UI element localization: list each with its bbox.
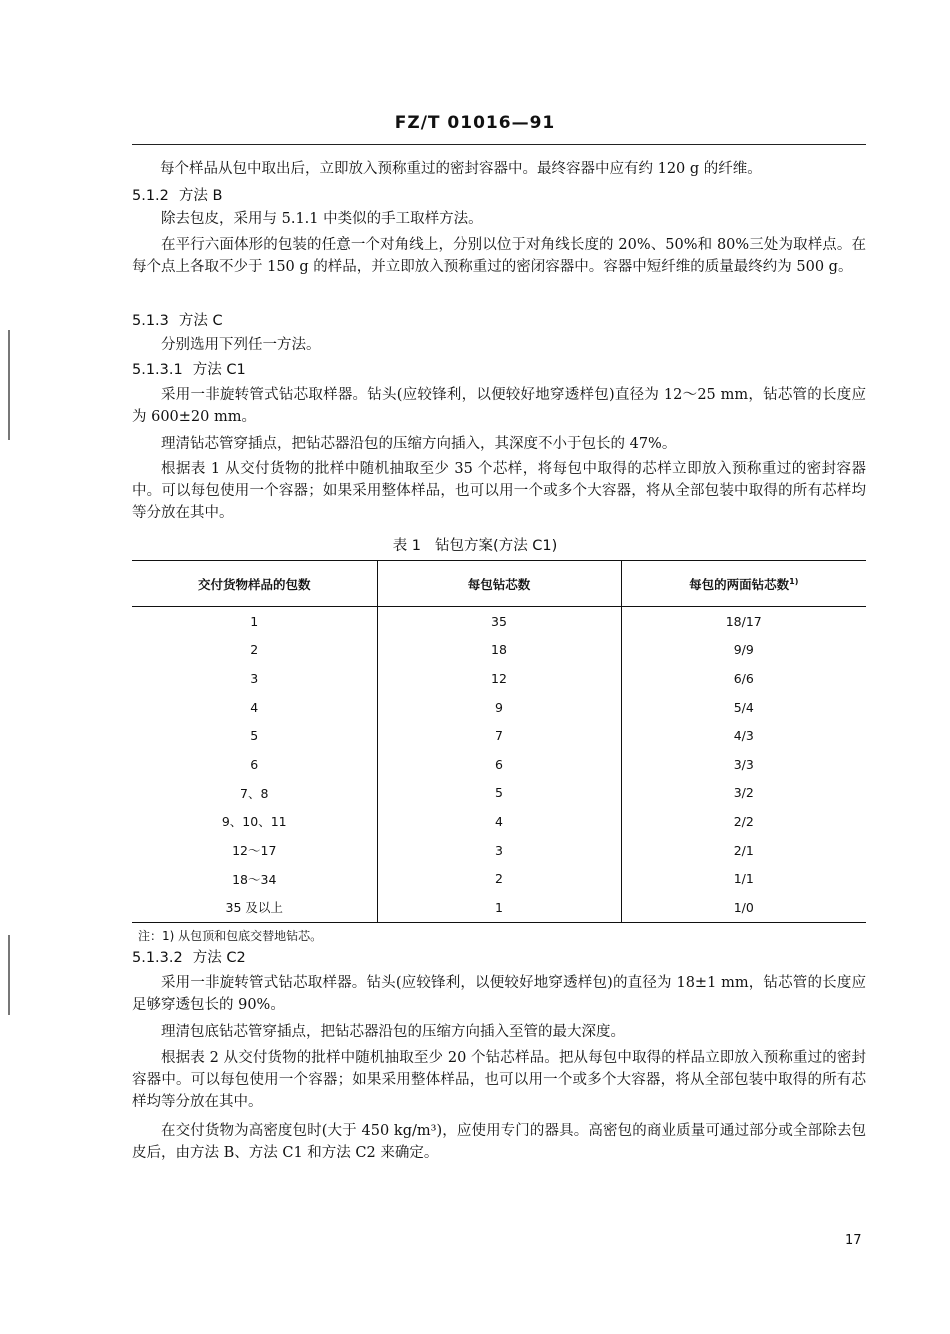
paragraph-5: 采用一非旋转管式钻芯取样器。钻头(应较锋利，以便较好地穿透样包)直径为 12～25 mm，钻芯管的长度应为 600±20 mm。: [132, 387, 866, 425]
table-cell: 12～17: [232, 843, 277, 859]
table-caption-title: 钻包方案(方法 C1): [435, 538, 558, 554]
paragraph-3: 在平行六面体形的包装的任意一个对角线上，分别以位于对角线长度的 20%、50%和 80%三处为取样点。在每个点上各取不少于 150 g 的样品，并立即放入预称重过的密闭容器中。容器中短纤维的质量最终约为 500 g。: [132, 237, 866, 275]
paragraph-4: 分别选用下列任一方法。: [161, 337, 321, 353]
column-header-text: 每包的两面钻芯数: [689, 576, 790, 592]
drilling-plan-table: [132, 560, 866, 923]
table-cell: 1/1: [621, 864, 866, 893]
table-cell: 5: [377, 779, 621, 808]
table-cell: 9/9: [621, 636, 866, 665]
table-row: [132, 693, 866, 722]
paragraph-11: 在交付货物为高密度包时(大于 450 kg/m³)，应使用专门的器具。高密包的商业质量可通过部分或全部除去包皮后，由方法 B、方法 C1 和方法 C2 来确定。: [132, 1123, 866, 1161]
table-cell: 4: [377, 807, 621, 836]
table-row: [132, 750, 866, 779]
column-header: 每包钻芯数: [377, 561, 621, 607]
section-number: 5.1.2: [132, 188, 169, 204]
paragraph-2: 除去包皮，采用与 5.1.1 中类似的手工取样方法。: [161, 211, 483, 227]
table-cell: 4: [250, 699, 259, 715]
section-title: 方法 C: [178, 313, 223, 329]
table-cell: 3/3: [621, 750, 866, 779]
table-cell: 3: [250, 670, 259, 686]
table-body: [132, 607, 866, 923]
paragraph-6: 理清钻芯管穿插点，把钻芯器沿包的压缩方向插入，其深度不小于包长的 47%。: [161, 436, 677, 452]
table-cell: 2: [377, 864, 621, 893]
table-cell: 1: [250, 613, 259, 629]
page-number: 17: [845, 1233, 862, 1248]
table-cell: 4/3: [621, 721, 866, 750]
table-cell: 2/1: [621, 836, 866, 865]
table-row: [132, 664, 866, 693]
table-caption: [0, 534, 950, 555]
column-header: [621, 561, 866, 607]
paragraph-9: 理清包底钻芯管穿插点，把钻芯器沿包的压缩方向插入至管的最大深度。: [161, 1024, 625, 1040]
table-cell: 6/6: [621, 664, 866, 693]
table-row: [132, 779, 866, 808]
section-5-1-3-2: [132, 947, 246, 969]
table-cell: 18～34: [232, 871, 277, 887]
table-cell: 6: [250, 756, 259, 772]
table-note: 注：1) 从包顶和包底交替地钻芯。: [138, 929, 323, 943]
page-header: FZ/T 01016—91: [394, 113, 556, 133]
table-cell: 18: [377, 636, 621, 665]
table-cell: 9、10、11: [221, 814, 287, 830]
table-cell: 3/2: [621, 779, 866, 808]
header-rule: [132, 144, 866, 145]
table-cell: 6: [377, 750, 621, 779]
section-5-1-2: [132, 185, 222, 207]
table-cell: 7、8: [240, 785, 269, 801]
paragraph-10: 根据表 2 从交付货物的批样中随机抽取至少 20 个钻芯样品。把从每包中取得的样品立即放入预称重过的密封容器中。可以每包使用一个容器；如果采用整体样品，也可以用一个或多个大容器，将从全部包装中取得的所有芯样均等分放在其中。: [132, 1050, 866, 1110]
section-number: 5.1.3.1: [132, 362, 183, 378]
table-cell: 18/17: [621, 607, 866, 636]
section-number: 5.1.3: [132, 313, 169, 329]
section-5-1-3: [132, 310, 223, 332]
table-row: [132, 807, 866, 836]
column-header: 交付货物样品的包数: [132, 561, 377, 607]
table-row: [132, 636, 866, 665]
table-row: [132, 893, 866, 922]
section-title: 方法 C1: [192, 362, 246, 378]
section-5-1-3-1: [132, 359, 246, 381]
table-cell: 2: [250, 642, 259, 658]
section-title: 方法 C2: [192, 950, 246, 966]
table-cell: 35 及以上: [225, 900, 283, 916]
table-cell: 2/2: [621, 807, 866, 836]
table-cell: 9: [377, 693, 621, 722]
table-cell: 3: [377, 836, 621, 865]
table-row: [132, 864, 866, 893]
scan-edge-mark: [8, 935, 10, 1015]
paragraph-7: 根据表 1 从交付货物的批样中随机抽取至少 35 个芯样，将每包中取得的芯样立即放入预称重过的密封容器中。可以每包使用一个容器；如果采用整体样品，也可以用一个或多个大容器，将从全部包装中取得的所有芯样均等分放在其中。: [132, 461, 866, 521]
footnote-marker: 1): [789, 576, 799, 586]
scan-edge-mark: [8, 330, 10, 440]
table-caption-label: 表 1: [392, 538, 422, 554]
paragraph-8: 采用一非旋转管式钻芯取样器。钻头(应较锋利，以便较好地穿透样包)的直径为 18±1 mm，钻芯管的长度应足够穿透包长的 90%。: [132, 975, 866, 1013]
table-row: [132, 836, 866, 865]
table-cell: 12: [377, 664, 621, 693]
table-cell: 7: [377, 721, 621, 750]
table-cell: 5: [250, 728, 259, 744]
table-cell: 35: [377, 607, 621, 636]
paragraph-1: 每个样品从包中取出后，立即放入预称重过的密封容器中。最终容器中应有约 120 g 的纤维。: [160, 161, 762, 177]
table-cell: 5/4: [621, 693, 866, 722]
section-number: 5.1.3.2: [132, 950, 183, 966]
table-header-row: [132, 561, 866, 607]
section-title: 方法 B: [178, 188, 223, 204]
table-cell: 1/0: [621, 893, 866, 922]
table-cell: 1: [377, 893, 621, 922]
table-row: [132, 607, 866, 636]
table-row: [132, 721, 866, 750]
